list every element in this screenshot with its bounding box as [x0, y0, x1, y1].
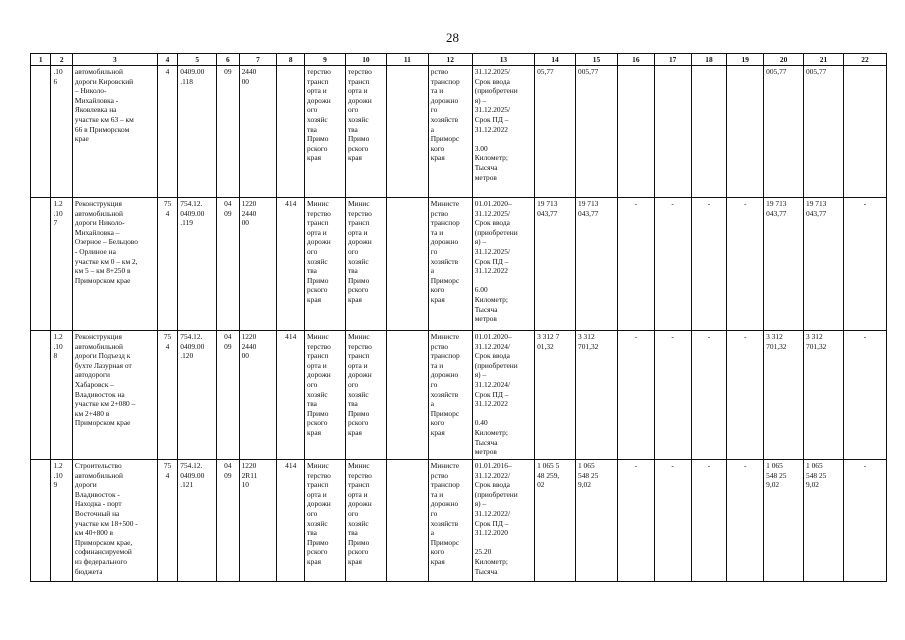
table-cell-col-16: -: [617, 331, 654, 460]
table-cell-col-19: -: [727, 331, 764, 460]
table-cell-col-3: Строительство автомобильной дороги Владивосток - Находка - порт Восточный на участке км 18+500 - км 40+800 в Приморском крае, софинансируемой из федерального бюджета: [72, 460, 157, 582]
table-cell-col-10: Минис терство трансп орта и дорожн ого хозяйс тва Примо рского края: [345, 460, 386, 582]
table-cell-col-6: 04 09: [217, 331, 239, 460]
table-cell-col-13: 01.01.2016– 31.12.2022/ Срок ввода (приобретени я) – 31.12.2022/ Срок ПД – 31.12.2020 25.20 Километр; Тысяча: [472, 460, 534, 582]
table-cell-col-4: 75 4: [157, 198, 177, 331]
table-cell-col-21: 1 065 548 25 9,02: [804, 460, 844, 582]
table-cell-col-14: 19 713 043,77: [535, 198, 576, 331]
header-cell: 3: [72, 54, 157, 66]
table-cell-col-3: Реконструкция автомобильной дороги Николо- Михайловка – Озерное – Бельцово - Орлиное на участке км 0 – км 2, км 5 – км 8+250 в Приморском крае: [72, 198, 157, 331]
table-cell-col-15: 1 065 548 25 9,02: [576, 460, 618, 582]
table-cell-col-11: [386, 66, 428, 198]
table-cell-col-14: 3 312 7 01,32: [535, 331, 576, 460]
header-row: [31, 54, 887, 66]
table-cell-col-22: [843, 66, 886, 198]
table-cell-col-2: 1.2 .10 7: [51, 198, 72, 331]
table-cell-col-20: 005,77: [764, 66, 804, 198]
table-cell-col-13: 31.12.2025/ Срок ввода (приобретени я) – 31.12.2025/ Срок ПД – 31.12.2022 3.00 Километр; Тысяча метров: [472, 66, 534, 198]
table-cell-col-5: 754.12. 0409.00 .119: [178, 198, 217, 331]
header-cell: 7: [239, 54, 277, 66]
header-cell: 5: [178, 54, 217, 66]
header-cell: 16: [617, 54, 654, 66]
header-cell: 4: [157, 54, 177, 66]
table-cell-col-17: -: [654, 460, 691, 582]
table-cell-col-1: [31, 331, 51, 460]
table-cell-col-11: [386, 331, 428, 460]
table-cell-col-1: [31, 66, 51, 198]
table-cell-col-22: -: [843, 198, 886, 331]
table-cell-col-5: 754.12. 0409.00 .120: [178, 331, 217, 460]
table-cell-col-9: терство трансп орта и дорожн ого хозяйс тва Примо рского края: [305, 66, 346, 198]
table-row: [31, 460, 887, 582]
table-cell-col-12: Министе рство транспор та и дорожно го хозяйств а Приморс кого края: [428, 331, 472, 460]
table-cell-col-14: 1 065 5 48 259, 02: [535, 460, 576, 582]
table-cell-col-21: 3 312 701,32: [804, 331, 844, 460]
header-cell: 14: [535, 54, 576, 66]
table-cell-col-15: 19 713 043,77: [576, 198, 618, 331]
table-cell-col-4: 75 4: [157, 460, 177, 582]
table-cell-col-20: 1 065 548 25 9,02: [764, 460, 804, 582]
table-cell-col-20: 3 312 701,32: [764, 331, 804, 460]
table-cell-col-19: -: [727, 198, 764, 331]
table-cell-col-7: 1220 2440 00: [239, 331, 277, 460]
table-cell-col-12: рство транспор та и дорожно го хозяйств а Приморс кого края: [428, 66, 472, 198]
table-cell-col-5: 754.12. 0409.00 .121: [178, 460, 217, 582]
table-cell-col-8: 414: [277, 460, 305, 582]
header-cell: 13: [472, 54, 534, 66]
table-cell-col-8: 414: [277, 331, 305, 460]
table-row: [31, 66, 887, 198]
table-cell-col-16: -: [617, 198, 654, 331]
table-cell-col-13: 01.01.2020– 31.12.2024/ Срок ввода (приобретени я) – 31.12.2024/ Срок ПД – 31.12.2022 0.40 Километр; Тысяча метров: [472, 331, 534, 460]
header-cell: 6: [217, 54, 239, 66]
header-cell: 17: [654, 54, 691, 66]
table-cell-col-2: 1.2 .10 8: [51, 331, 72, 460]
table-row: [31, 198, 887, 331]
table-cell-col-7: 1220 2440 00: [239, 198, 277, 331]
header-cell: 9: [305, 54, 346, 66]
table-row: [31, 331, 887, 460]
table-cell-col-15: 3 312 701,32: [576, 331, 618, 460]
table-cell-col-5: 0409.00 .118: [178, 66, 217, 198]
table-cell-col-6: 09: [217, 66, 239, 198]
header-cell: 2: [51, 54, 72, 66]
table-cell-col-7: 2440 00: [239, 66, 277, 198]
table-cell-col-7: 1220 2R11 10: [239, 460, 277, 582]
table-cell-col-13: 01.01.2020– 31.12.2025/ Срок ввода (приобретени я) – 31.12.2025/ Срок ПД – 31.12.2022 6.00 Километр; Тысяча метров: [472, 198, 534, 331]
table-cell-col-18: -: [691, 331, 727, 460]
table-cell-col-2: .10 6: [51, 66, 72, 198]
table-cell-col-18: -: [691, 198, 727, 331]
table-cell-col-3: Реконструкция автомобильной дороги Подъезд к бухте Лазурная от автодороги Хабаровск – Владивосток на участке км 2+080 – км 2+480 в Приморском крае: [72, 331, 157, 460]
table-cell-col-12: Министе рство транспор та и дорожно го хозяйств а Приморс кого края: [428, 198, 472, 331]
table-cell-col-1: [31, 198, 51, 331]
table-cell-col-18: -: [691, 460, 727, 582]
table-cell-col-12: Министе рство транспор та и дорожно го хозяйств а Приморс кого края: [428, 460, 472, 582]
table-cell-col-6: 04 09: [217, 198, 239, 331]
header-cell: 22: [843, 54, 886, 66]
table-cell-col-4: 4: [157, 66, 177, 198]
table-cell-col-8: 414: [277, 198, 305, 331]
table-cell-col-17: -: [654, 331, 691, 460]
table-cell-col-17: -: [654, 198, 691, 331]
data-table: [30, 53, 887, 582]
header-cell: 19: [727, 54, 764, 66]
header-cell: 11: [386, 54, 428, 66]
table-cell-col-19: [727, 66, 764, 198]
header-cell: 21: [804, 54, 844, 66]
table-cell-col-8: [277, 66, 305, 198]
table-cell-col-10: терство трансп орта и дорожн ого хозяйс тва Примо рского края: [345, 66, 386, 198]
header-cell: 15: [576, 54, 618, 66]
table-cell-col-9: Минис терство трансп орта и дорожн ого хозяйс тва Примо рского края: [305, 460, 346, 582]
table-cell-col-17: [654, 66, 691, 198]
table-cell-col-21: 005,77: [804, 66, 844, 198]
table-cell-col-11: [386, 460, 428, 582]
table-cell-col-1: [31, 460, 51, 582]
table-cell-col-15: 005,77: [576, 66, 618, 198]
table-cell-col-20: 19 713 043,77: [764, 198, 804, 331]
table-cell-col-9: Минис терство трансп орта и дорожн ого хозяйс тва Примо рского края: [305, 331, 346, 460]
page-number: 28: [446, 30, 459, 45]
header-cell: 8: [277, 54, 305, 66]
table-cell-col-22: -: [843, 460, 886, 582]
table-cell-col-14: 05,77: [535, 66, 576, 198]
table-cell-col-22: -: [843, 331, 886, 460]
table-cell-col-11: [386, 198, 428, 331]
table-cell-col-3: автомобильной дороги Кировский – Николо- Михайловка - Яковлевка на участке км 63 – км 66 в Приморском крае: [72, 66, 157, 198]
table-cell-col-10: Минис терство трансп орта и дорожн ого хозяйс тва Примо рского края: [345, 331, 386, 460]
table-cell-col-18: [691, 66, 727, 198]
table-cell-col-2: 1.2 .10 9: [51, 460, 72, 582]
header-cell: 1: [31, 54, 51, 66]
header-cell: 18: [691, 54, 727, 66]
table-cell-col-9: Минис терство трансп орта и дорожн ого хозяйс тва Примо рского края: [305, 198, 346, 331]
table-cell-col-19: -: [727, 460, 764, 582]
header-cell: 10: [345, 54, 386, 66]
table-cell-col-16: [617, 66, 654, 198]
header-cell: 20: [764, 54, 804, 66]
header-cell: 12: [428, 54, 472, 66]
table-cell-col-6: 04 09: [217, 460, 239, 582]
table-cell-col-10: Минис терство трансп орта и дорожн ого хозяйс тва Примо рского края: [345, 198, 386, 331]
table-cell-col-16: -: [617, 460, 654, 582]
table-cell-col-4: 75 4: [157, 331, 177, 460]
table-cell-col-21: 19 713 043,77: [804, 198, 844, 331]
